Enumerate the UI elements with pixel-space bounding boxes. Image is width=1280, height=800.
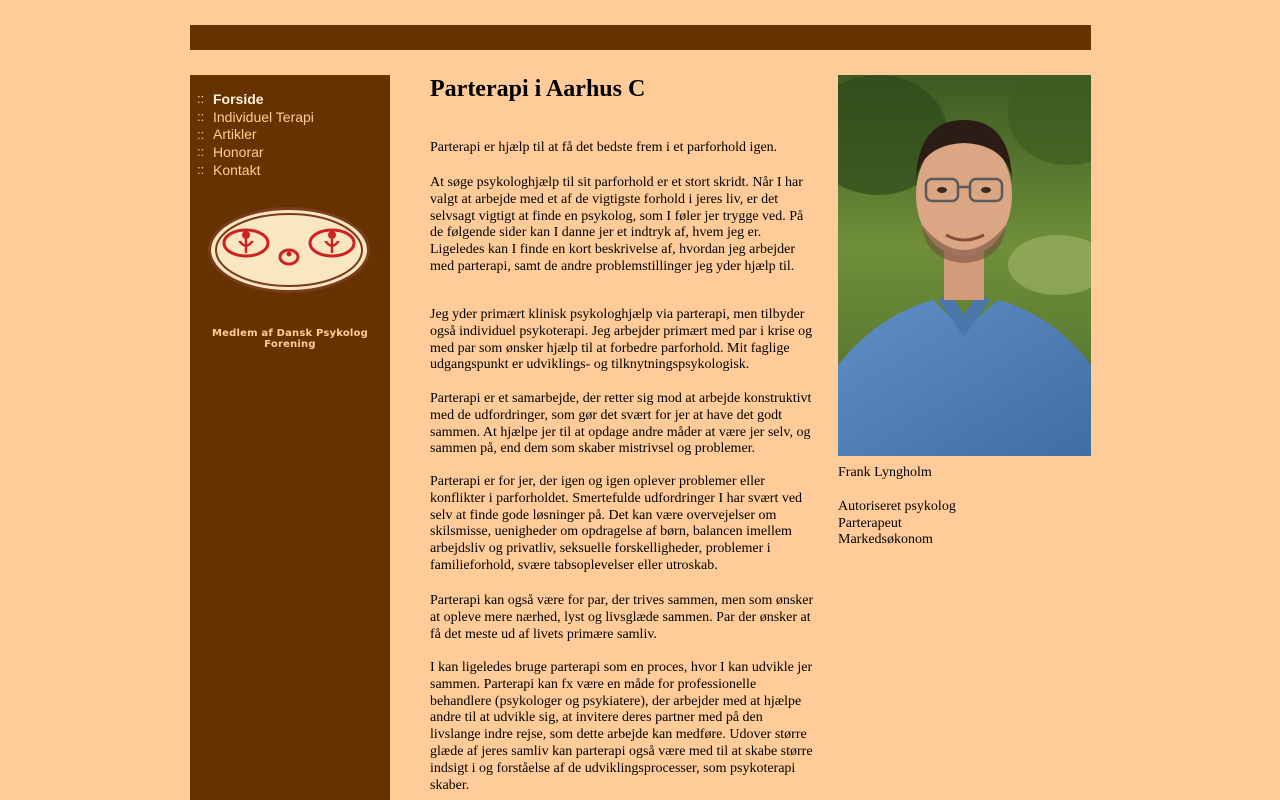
profile-title: Parterapeut: [838, 515, 902, 531]
content-paragraph: Jeg yder primært klinisk psykologhjælp via parterapi, men tilbyder også individuel psykoterapi. Jeg arbejder primært med par i krise og med par som ønsker hjælp til at forbedre parforhold. Mit faglige udgangspunkt er udviklings- og tilknytningspsykologisk.: [430, 307, 813, 373]
psychologist-association-logo: [206, 205, 372, 295]
intro-text: Parterapi er hjælp til at få det bedste frem i et parforhold igen.: [430, 140, 778, 155]
nav-separator: ::: [197, 162, 205, 178]
nav-item-label[interactable]: Individuel Terapi: [213, 108, 314, 125]
nav-separator: ::: [197, 109, 205, 125]
nav-item-label[interactable]: Kontakt: [213, 161, 261, 178]
nav-item-artikler[interactable]: [190, 125, 390, 143]
nav-separator: ::: [197, 91, 205, 107]
profile-name: Frank Lyngholm: [838, 465, 932, 480]
membership-text: Medlem af Dansk Psykolog Forening: [212, 328, 368, 350]
nav-item-honorar[interactable]: [190, 143, 390, 161]
main-navigation: [190, 90, 390, 178]
profile-title: Autoriseret psykolog: [838, 498, 956, 514]
content-paragraph: Parterapi kan også være for par, der trives sammen, men som ønsker at opleve mere nærhed, lyst og livsglæde sammen. Par der ønsker at få det meste ud af livets primære samliv.: [430, 593, 814, 642]
profile-title: Markedsøkonom: [838, 532, 933, 548]
profile-info: [838, 465, 956, 549]
page-title: Parterapi i Aarhus C: [430, 76, 646, 102]
nav-separator: ::: [197, 126, 205, 142]
sidebar: [190, 75, 390, 800]
nav-item-kontakt[interactable]: [190, 161, 390, 179]
nav-item-label[interactable]: Artikler: [213, 126, 257, 143]
content-paragraph: Parterapi er et samarbejde, der retter sig mod at arbejde konstruktivt med de udfordringer, som gør det svært for jer at have det godt sammen. At hjælpe jer til at opdage andre måder at være jer selv, og sammen på, end dem som skaber mistrivsel og problemer.: [430, 391, 812, 457]
content-paragraph: I kan ligeledes bruge parterapi som en proces, hvor I kan udvikle jer sammen. Parterapi kan fx være en måde for professionelle behandlere (psykologer og psykiatere), der arbejder med at hjælpe andre til at udvikle sig, at invitere deres partner med på den livslange indre rejse, som dette arbejde kan medføre. Udover større glæde af jeres samliv kan parterapi også være med til at skabe større indsigt i og forståelse af de udviklingsprocesser, som psykoterapi skaber.: [430, 660, 813, 793]
nav-separator: ::: [197, 144, 205, 160]
profile-photo: [838, 75, 1091, 456]
content-paragraph: Parterapi er for jer, der igen og igen oplever problemer eller konflikter i parforholdet. Smertefulde udfordringer I har svært ved selv at finde gode løsninger på. Det kan være overvejelser om skilsmisse, uenigheder om opdragelse af børn, balancen imellem arbejdsliv og privatliv, seksuelle forskelligheder, problemer i familieforhold, svære tabsoplevelser eller utroskab.: [430, 474, 803, 573]
nav-item-label[interactable]: Honorar: [213, 143, 264, 160]
content-paragraph: At søge psykologhjælp til sit parforhold er et stort skridt. Når I har valgt at arbejde med et af de vigtigste forhold i jeres liv, er det selvsagt vigtigt at finde en psykolog, som I føler jer trygge ved. På de følgende sider kan I danne jer et indtryk af, hvem jeg er. Ligeledes kan I finde en kort beskrivelse af, hvordan jeg arbejder med parterapi, samt de andre problemstillinger jeg yder hjælp til.: [430, 175, 804, 274]
main-content: [430, 75, 815, 793]
nav-item-forside[interactable]: [190, 90, 390, 108]
nav-item-label[interactable]: Forside: [213, 90, 264, 107]
nav-item-individuel-terapi[interactable]: [190, 108, 390, 126]
top-banner-bar: [190, 25, 1091, 50]
